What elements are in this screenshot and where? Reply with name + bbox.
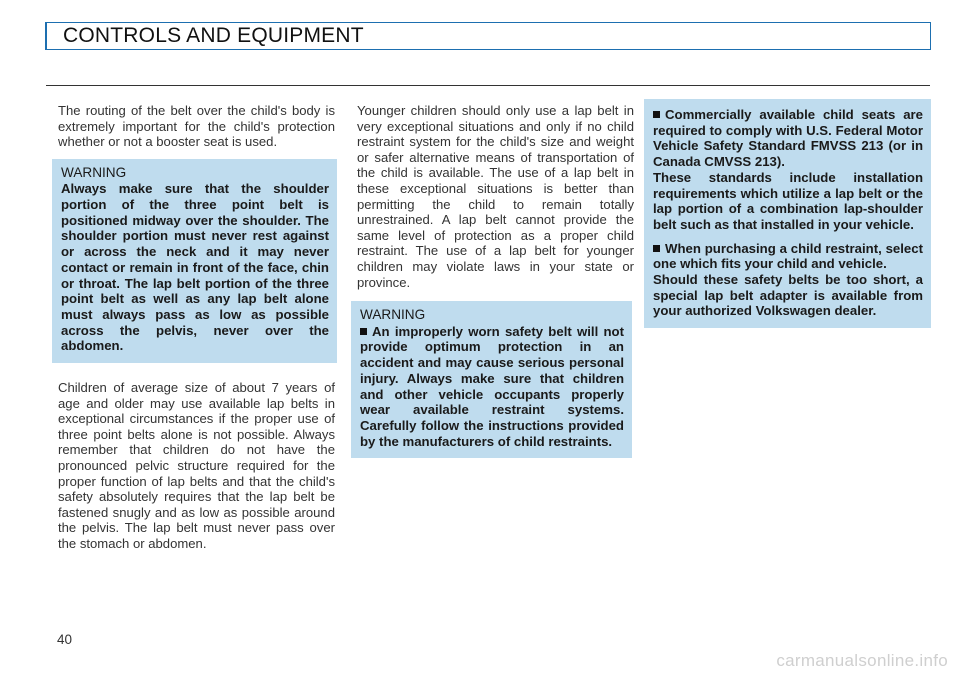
section-header bbox=[45, 22, 931, 50]
warning-box-shoulder bbox=[52, 159, 337, 363]
info-text: Commercially available child seats are required to comply with U.S. Federal Motor Vehicle Safety Standard FMVSS 213 (or in Canada CMVSS 213). bbox=[653, 107, 923, 170]
warning-body bbox=[360, 324, 624, 450]
warning-title: WARNING bbox=[360, 307, 426, 323]
bullet-icon bbox=[653, 111, 660, 118]
bullet-icon bbox=[653, 245, 660, 252]
warning-body: Always make sure that the shoulder portion of the three point belt is positioned midway over the shoulder. The shoulder portion must never rest against or across the neck and it may never contact or remain in front of the face, chin or throat. The lap belt portion of the three point belt as well as any lap belt alone must always pass as low as possible across the pelvis, never over the abdomen. bbox=[61, 181, 329, 354]
warning-title: WARNING bbox=[61, 164, 127, 180]
warning-box-belt bbox=[351, 301, 632, 458]
bullet-icon bbox=[360, 328, 367, 335]
column-3 bbox=[653, 99, 931, 328]
intro-paragraph: The routing of the belt over the child's body is extremely important for the child's protection whether or not a booster seat is used. bbox=[58, 103, 335, 150]
info-box-child-seats bbox=[644, 99, 931, 328]
column-1 bbox=[58, 103, 335, 552]
info-item-2 bbox=[653, 241, 923, 272]
column-2 bbox=[357, 103, 634, 458]
info-item-1b: These standards include installation requirements which utilize a lap belt or the lap portion of a combination lap-shoulder belt such as that installed in your vehicle. bbox=[653, 169, 923, 232]
lap-belt-paragraph: Children of average size of about 7 years of age and older may use available lap belts in exceptional circumstances if the proper use of three point belts alone is not possible. Always remember that children do not have the pronounced pelvic structure required for the proper function of lap belts and that the child's safety absolutely requires that the lap belt be fastened snugly and as low as possible around the pelvis. The lap belt must never pass over the stomach or abdomen. bbox=[58, 380, 335, 552]
younger-children-paragraph: Younger children should only use a lap belt in very exceptional situations and only if no child restraint system for the child's size and weight or safer alternative means of transportation of the child is available. The use of a lap belt in these exceptional situations is better than permitting the child to remain totally unrestrained. A lap belt cannot provide the same level of protection as a proper child restraint. The use of a lap belt for younger children may violate laws in your state or province. bbox=[357, 103, 634, 290]
page-number: 40 bbox=[57, 632, 73, 647]
header-rule bbox=[46, 85, 930, 86]
warning-text: An improperly worn safety belt will not provide optimum protection in an accident and may cause serious personal injury. Always make sure that children and other vehicle occupants properly wear available restraint systems. Carefully follow the instructions provided by the manufacturers of child restraints. bbox=[360, 323, 624, 449]
info-text: When purchasing a child restraint, select one which fits your child and vehicle. bbox=[653, 240, 923, 272]
info-item-1 bbox=[653, 107, 923, 170]
info-item-2b: Should these safety belts be too short, a special lap belt adapter is available from your authorized Volkswagen dealer. bbox=[653, 272, 923, 319]
section-title: CONTROLS AND EQUIPMENT bbox=[63, 24, 364, 47]
watermark: carmanualsonline.info bbox=[776, 651, 948, 670]
